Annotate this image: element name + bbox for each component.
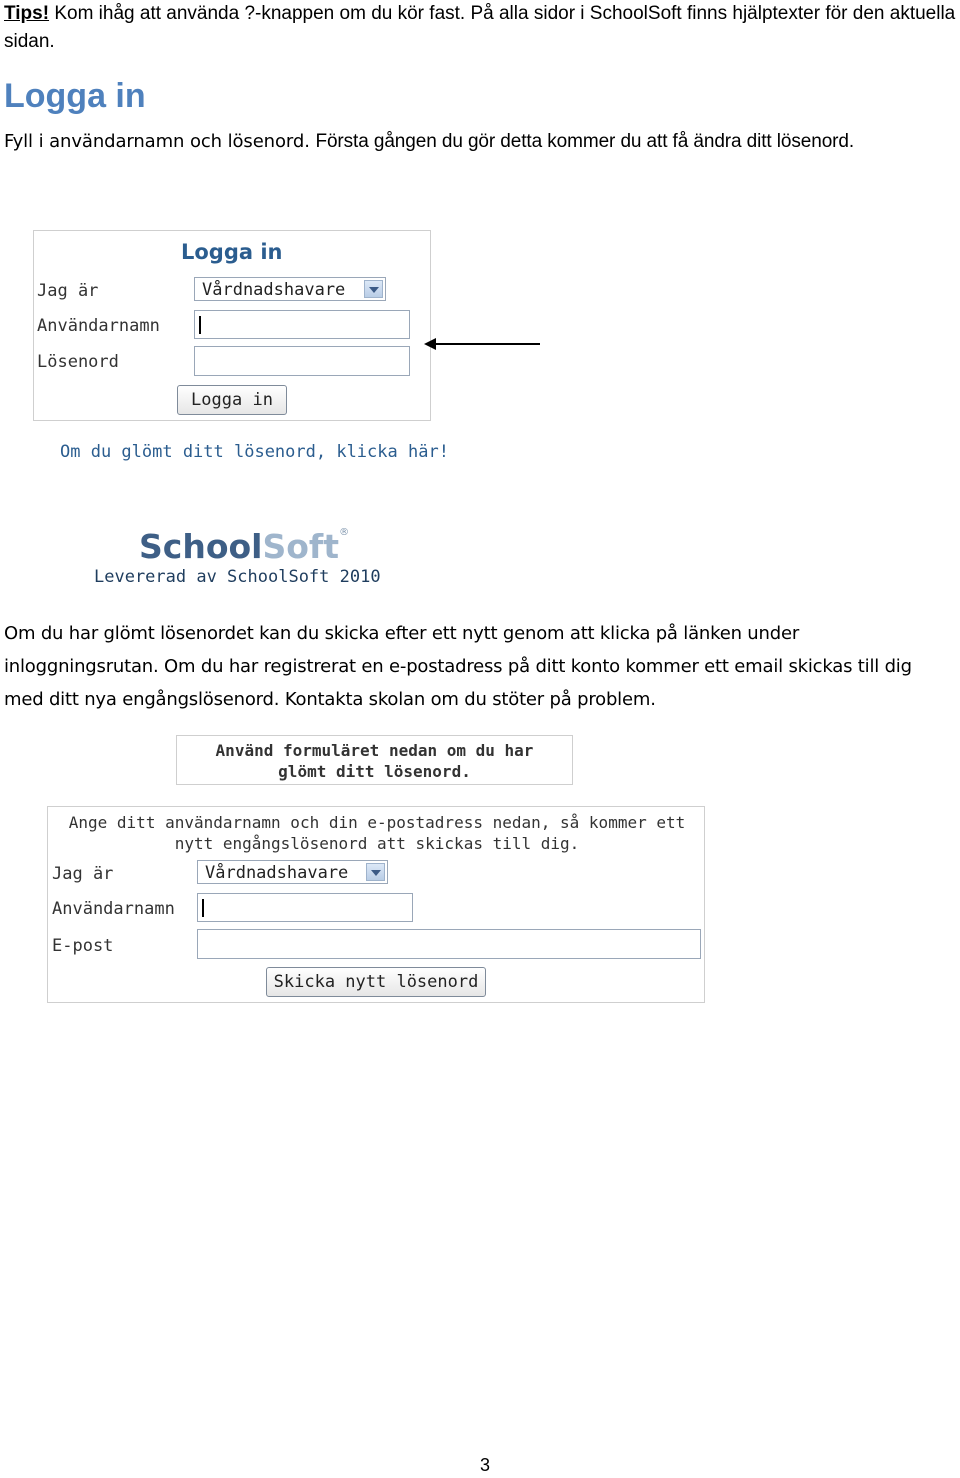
forgot-role-value: Vårdnadshavare (205, 863, 349, 883)
forgot-note-line1: Använd formuläret nedan om du har (215, 741, 534, 760)
section-intro (4, 131, 854, 153)
forgot-desc-line2: nytt engångslösenord att skickas till dig. (174, 834, 580, 853)
delivered-by: Levererad av SchoolSoft 2010 (94, 567, 381, 587)
forgot-role-label: Jag är (52, 864, 114, 884)
login-title: Logga in (181, 240, 283, 264)
tips-paragraph (4, 0, 956, 56)
password-input[interactable] (194, 346, 410, 376)
chevron-down-icon[interactable] (364, 280, 383, 298)
forgot-note-box (176, 735, 573, 785)
role-select[interactable] (194, 277, 386, 301)
logo-part2: Soft (262, 527, 340, 566)
password-label: Lösenord (37, 352, 119, 372)
chevron-down-icon[interactable] (366, 863, 385, 881)
forgot-password-link[interactable]: Om du glömt ditt lösenord, klicka här! (60, 442, 449, 462)
login-button[interactable]: Logga in (177, 385, 287, 415)
send-new-password-button[interactable]: Skicka nytt lösenord (266, 967, 486, 997)
schoolsoft-logo (139, 527, 349, 566)
username-input[interactable] (194, 310, 410, 339)
tips-text: Kom ihåg att använda ?-knappen om du kör fast. På alla sidor i SchoolSoft finns hjälptexter för den aktuella sidan. (4, 3, 956, 52)
role-label: Jag är (37, 281, 99, 301)
username-label: Användarnamn (37, 316, 160, 336)
forgot-desc-line1: Ange ditt användarnamn och din e-postadress nedan, så kommer ett (68, 813, 686, 832)
text-caret (202, 899, 204, 917)
intro-part-a: Fyll i användarnamn och lösenord. (4, 131, 316, 152)
page-number: 3 (480, 1455, 491, 1475)
logo-part1: School (139, 527, 263, 566)
forgot-username-input[interactable] (197, 893, 413, 922)
intro-part-b: Första gången du gör detta kommer du att få ändra ditt lösenord. (315, 131, 855, 152)
forgot-role-select[interactable] (197, 860, 388, 884)
forgot-username-label: Användarnamn (52, 899, 175, 919)
forgot-description (52, 812, 702, 854)
email-input[interactable] (197, 929, 701, 959)
email-label: E-post (52, 936, 114, 956)
arrow-left-icon (424, 337, 542, 351)
forgot-note-line2: glömt ditt lösenord. (278, 762, 471, 781)
text-caret (199, 316, 201, 334)
tips-label: Tips! (4, 3, 50, 24)
logo-registered: ® (339, 527, 350, 538)
body-paragraph: Om du har glömt lösenordet kan du skicka efter ett nytt genom att klicka på länken under inloggningsrutan. Om du har registrerat en e-postadress på ditt konto kommer ett email skickas till dig med ditt nya engångslösenord. Kontakta skolan om du stöter på problem. (4, 623, 912, 710)
section-heading: Logga in (4, 77, 146, 115)
role-select-value: Vårdnadshavare (202, 280, 346, 300)
